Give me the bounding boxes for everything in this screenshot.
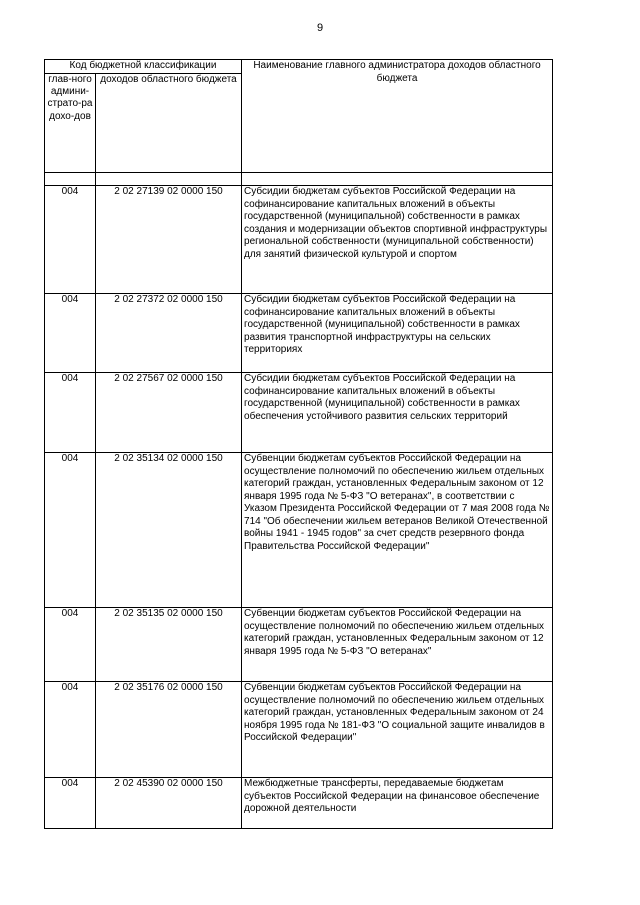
administrator-name-header: Наименование главного администратора доходов областного бюджета: [242, 60, 553, 173]
spacer-cell: [242, 173, 553, 186]
admin-code-cell: 004: [45, 294, 96, 373]
income-name-cell: Субвенции бюджетам субъектов Российской Федерации на осуществление полномочий по обеспечению жильем отдельных категорий граждан, установленных Федеральным законом от 12 января 1995 года № 5-ФЗ "О ветеранах", в соответствии с Указом Президента Российской Федерации от 7 мая 2008 года № 714 "Об обеспечении жильем ветеранов Великой Отечественной войны 1941 - 1945 годов" за счет средств резервного фонда Правительства Российской Федерации": [242, 453, 553, 608]
spacer-cell: [96, 173, 242, 186]
table-row: [45, 186, 553, 294]
page-number: 9: [316, 22, 324, 34]
admin-code-cell: 004: [45, 373, 96, 453]
income-name-cell: Субвенции бюджетам субъектов Российской Федерации на осуществление полномочий по обеспечению жильем отдельных категорий граждан, установленных Федеральным законом от 24 ноября 1995 года № 181-ФЗ "О социальной защите инвалидов в Российской Федерации": [242, 682, 553, 778]
income-code-cell: 2 02 45390 02 0000 150: [96, 778, 242, 829]
budget-classification-table: [44, 59, 553, 829]
table-row: [45, 453, 553, 608]
income-code-cell: 2 02 35134 02 0000 150: [96, 453, 242, 608]
table-row: [45, 294, 553, 373]
income-code-cell: 2 02 35135 02 0000 150: [96, 608, 242, 682]
table-row: [45, 608, 553, 682]
income-code-cell: 2 02 27567 02 0000 150: [96, 373, 242, 453]
table-row: [45, 778, 553, 829]
income-code-cell: 2 02 27372 02 0000 150: [96, 294, 242, 373]
table-spacer-row: [45, 173, 553, 186]
admin-code-cell: 004: [45, 453, 96, 608]
income-name-cell: Субсидии бюджетам субъектов Российской Федерации на софинансирование капитальных вложений в объекты государственной (муниципальной) собственности в рамках создания и модернизации объектов спортивной инфраструктуры региональной собственности (муниципальной собственности) для занятий физической культурой и спортом: [242, 186, 553, 294]
table-row: [45, 373, 553, 453]
chief-administrator-header: глав-ного админи-страто-ра дохо-дов: [45, 74, 96, 173]
admin-code-cell: 004: [45, 186, 96, 294]
admin-code-cell: 004: [45, 682, 96, 778]
table-row: [45, 682, 553, 778]
table-header-row-group: [45, 60, 553, 74]
spacer-cell: [45, 173, 96, 186]
regional-income-header: доходов областного бюджета: [96, 74, 242, 173]
admin-code-cell: 004: [45, 778, 96, 829]
income-name-cell: Межбюджетные трансферты, передаваемые бюджетам субъектов Российской Федерации на финансовое обеспечение дорожной деятельности: [242, 778, 553, 829]
income-code-cell: 2 02 35176 02 0000 150: [96, 682, 242, 778]
income-code-cell: 2 02 27139 02 0000 150: [96, 186, 242, 294]
income-name-cell: Субвенции бюджетам субъектов Российской Федерации на осуществление полномочий по обеспечению жильем отдельных категорий граждан, установленных Федеральным законом от 12 января 1995 года № 5-ФЗ "О ветеранах": [242, 608, 553, 682]
budget-classification-code-header: Код бюджетной классификации: [45, 60, 242, 74]
income-name-cell: Субсидии бюджетам субъектов Российской Федерации на софинансирование капитальных вложений в объекты государственной (муниципальной) собственности в рамках развития транспортной инфраструктуры на сельских территориях: [242, 294, 553, 373]
admin-code-cell: 004: [45, 608, 96, 682]
income-name-cell: Субсидии бюджетам субъектов Российской Федерации на софинансирование капитальных вложений в объекты государственной (муниципальной) собственности в рамках обеспечения устойчивого развития сельских территорий: [242, 373, 553, 453]
